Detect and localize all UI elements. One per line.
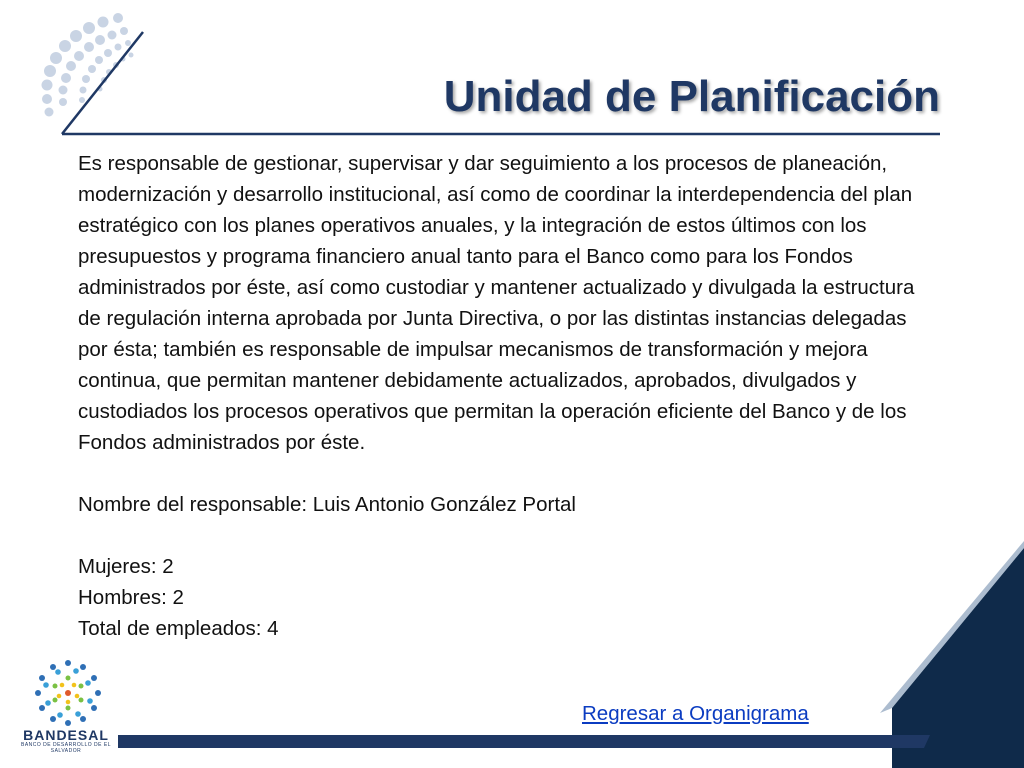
men-count: Hombres: 2 [78, 586, 184, 609]
diagonal-line [62, 32, 143, 134]
page-title: Unidad de Planificación [443, 72, 940, 121]
total-employees: Total de empleados: 4 [78, 617, 279, 640]
women-count: Mujeres: 2 [78, 555, 174, 578]
logo-subtitle: BANCO DE DESARROLLO DE EL SALVADOR [20, 742, 112, 754]
footer-bar [118, 735, 930, 748]
logo-name: BANDESAL [23, 727, 109, 743]
unit-description: Es responsable de gestionar, supervisar y dar seguimiento a los procesos de planeación, modernización y desarrollo institucional, así como de coordinar la interdependencia del plan estratégico con los planes operativos anuales, y la integración de estos últimos con los presupuestos y programa financiero anual tanto para el Banco como para los Fondos administrados por éste, así como custodiar y mantener actualizado y divulgada la estructura de regulación interna aprobada por Junta Directiva, o por las distintas instancias delegadas por ésta; también es responsable de impulsar mecanismos de transformación y mejora continua, que permitan mantener debidamente actualizados, aprobados, divulgados y custodiados los procesos operativos que permitan la operación eficiente del Banco y de los Fondos administrados por éste. [78, 152, 915, 454]
back-to-org-chart-link[interactable]: Regresar a Organigrama [582, 702, 809, 725]
slide-body [78, 148, 928, 644]
responsible-name: Nombre del responsable: Luis Antonio González Portal [78, 493, 576, 516]
